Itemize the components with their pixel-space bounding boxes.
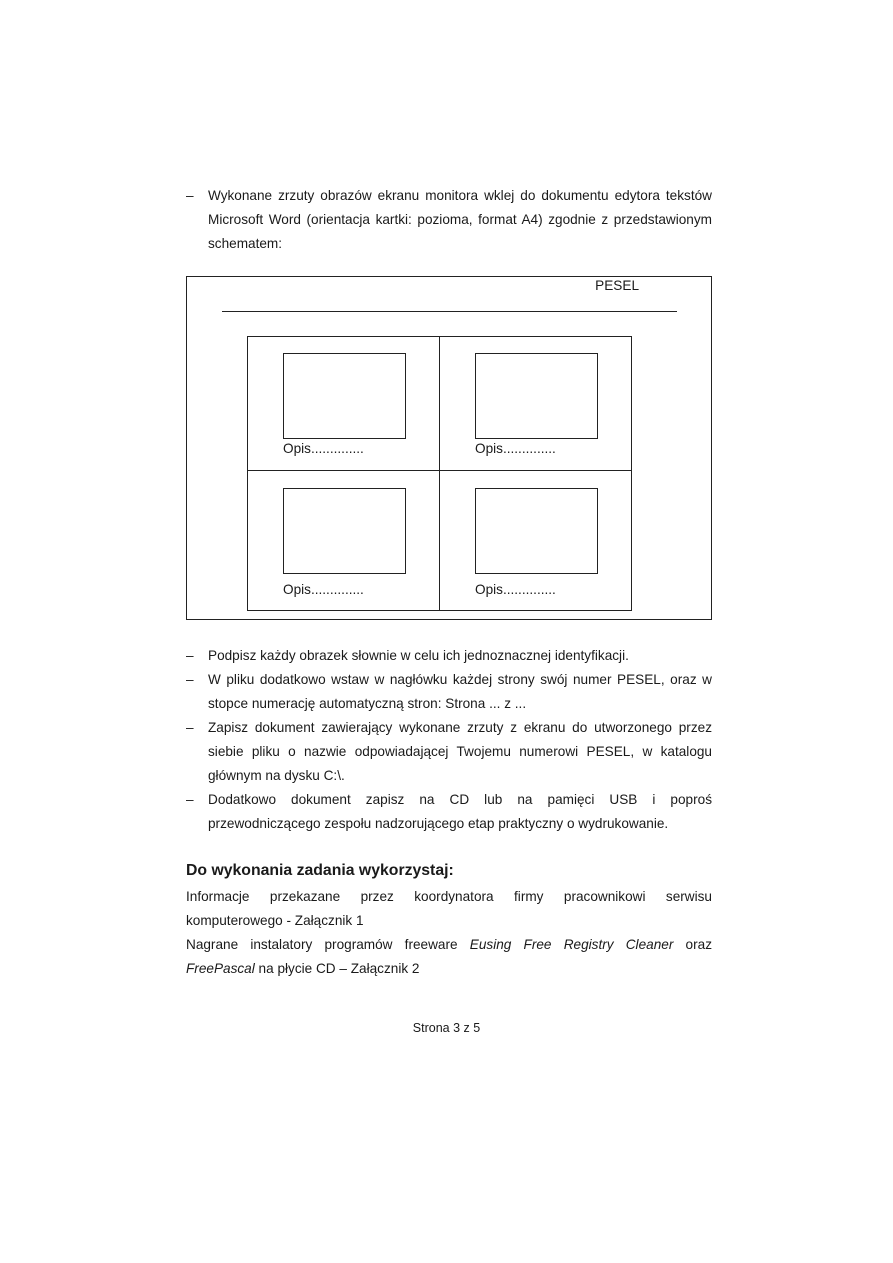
resource-item-2-prefix: Nagrane instalatory programów freeware: [186, 937, 470, 952]
resource-item-2: [186, 933, 712, 981]
bullet-text: Dodatkowo dokument zapisz na CD lub na pamięci USB i poproś przewodniczącego zespołu nadzorującego etap praktyczny o wydrukowanie.: [208, 792, 712, 831]
caption-1: Opis..............: [283, 441, 364, 456]
screenshot-grid: [247, 336, 632, 611]
resource-item-1-line-2: komputerowego - Załącznik 1: [186, 913, 364, 928]
bullet-text: W pliku dodatkowo wstaw w nagłówku każdej strony swój numer PESEL, oraz w stopce numerację automatyczną stron: Strona ... z ...: [208, 672, 712, 711]
caption-4: Opis..............: [475, 582, 556, 597]
grid-vertical-divider: [439, 337, 440, 610]
caption-3: Opis..............: [283, 582, 364, 597]
resource-item-2-line-1: [186, 933, 712, 957]
header-line: [222, 311, 677, 312]
instruction-bullet: [186, 716, 712, 788]
bullet-dash: –: [186, 648, 194, 663]
grid-horizontal-divider: [248, 470, 631, 471]
caption-2: Opis..............: [475, 441, 556, 456]
program-name-freepascal: FreePascal: [186, 961, 255, 976]
layout-schema: [186, 276, 712, 620]
bullet-text: Wykonane zrzuty obrazów ekranu monitora wklej do dokumentu edytora tekstów Microsoft Word (orientacja kartki: pozioma, format A4) zgodnie z przedstawionym schematem:: [208, 188, 712, 251]
pesel-label: PESEL: [595, 278, 639, 293]
bullet-dash: –: [186, 720, 194, 735]
page-footer: Strona 3 z 5: [412, 1021, 481, 1035]
bullet-dash: –: [186, 188, 194, 203]
bullet-text: Podpisz każdy obrazek słownie w celu ich jednoznacznej identyfikacji.: [208, 648, 629, 663]
screenshot-frame-4: [475, 488, 598, 574]
instruction-bullet: [186, 668, 712, 716]
screenshot-frame-1: [283, 353, 406, 439]
resource-item-1-line-1: Informacje przekazane przez koordynatora firmy pracownikowi serwisu: [186, 889, 712, 904]
resource-item-2-line-2: [186, 957, 712, 981]
instruction-bullet: [186, 644, 712, 668]
bullet-dash: –: [186, 792, 194, 807]
resource-item-2-mid: oraz: [673, 937, 713, 952]
section-title: Do wykonania zadania wykorzystaj:: [186, 862, 454, 879]
bullet-text: Zapisz dokument zawierający wykonane zrzuty z ekranu do utworzonego przez siebie pliku o nazwie odpowiadającej Twojemu numerowi PESEL, w katalogu głównym na dysku C:\.: [208, 720, 712, 783]
instruction-bullet: [186, 788, 712, 836]
bullet-dash: –: [186, 672, 194, 687]
resource-item-1: [186, 885, 712, 933]
screenshot-frame-3: [283, 488, 406, 574]
screenshot-frame-2: [475, 353, 598, 439]
intro-bullet: [186, 184, 712, 256]
program-name-eusing: Eusing Free Registry Cleaner: [469, 937, 674, 952]
resource-item-2-suffix: na płycie CD – Załącznik 2: [254, 961, 420, 976]
